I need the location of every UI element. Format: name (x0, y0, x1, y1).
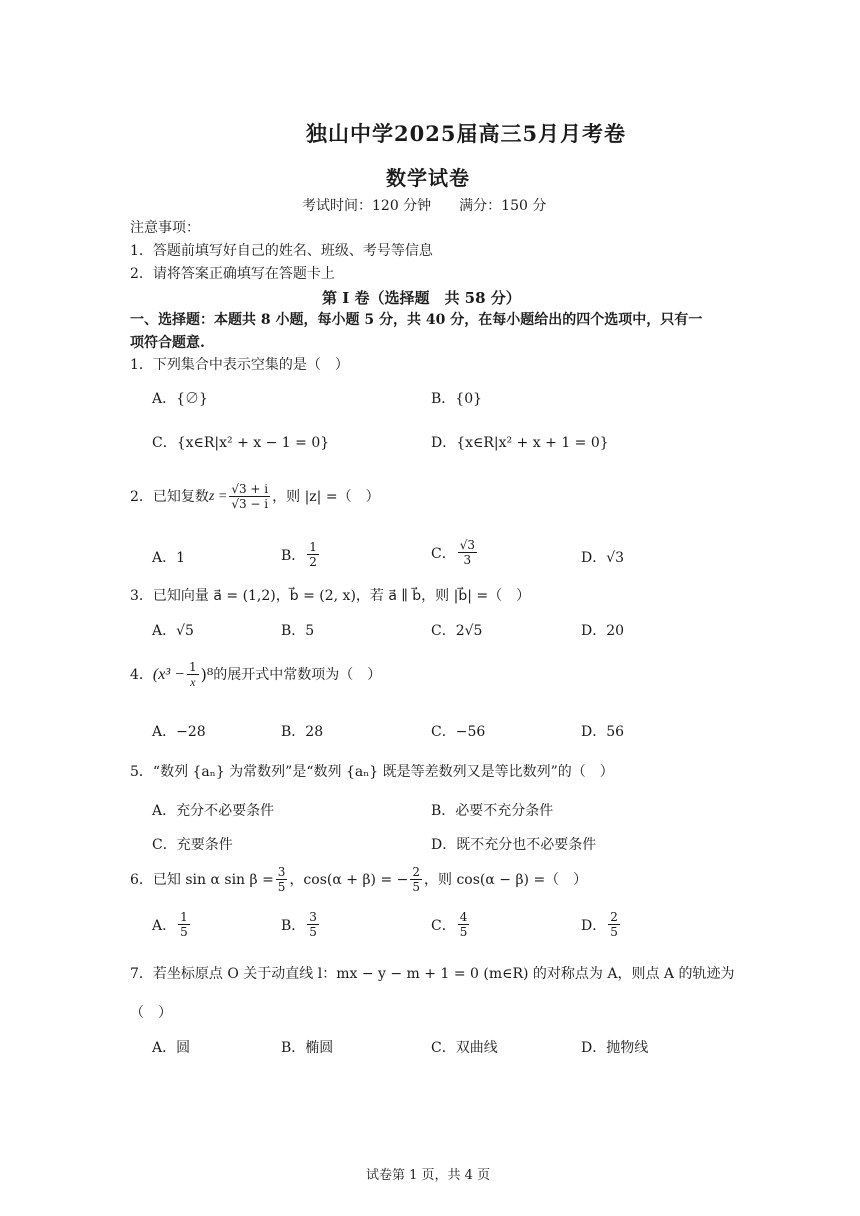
q6-option-a-label: A． (152, 917, 177, 934)
q6-option-c-denominator: 5 (459, 925, 468, 939)
question-2-stem (130, 482, 380, 511)
q6-stem-mid: ，cos(α + β) = − (289, 871, 409, 888)
notes-heading: 注意事项： (130, 220, 200, 236)
q4-option-b: B．28 (281, 724, 324, 740)
q6-stem-pre: 6．已知 sin α sin β = (130, 871, 274, 888)
q6-option-b-fraction (307, 910, 319, 939)
q2-fraction-denominator: √3 − i (231, 497, 269, 511)
note-item: 2．请将答案正确填写在答题卡上 (130, 266, 335, 282)
q6-option-d-denominator: 5 (610, 925, 618, 939)
question-7-stem-cont: （ ） (130, 1005, 172, 1021)
q6-option-c-label: C． (431, 917, 456, 934)
question-3-stem: 3．已知向量 a⃗ = (1,2)，b⃗ = (2, x)，若 a⃗ ∥ b⃗，则 |b⃗| =（ ） (130, 588, 531, 604)
question-4-stem (130, 660, 381, 689)
q6-fraction-1 (276, 865, 288, 894)
q6-option-b-denominator: 5 (309, 925, 317, 939)
q2-stem-post: ，则 |z| =（ ） (272, 488, 380, 505)
q2-fraction (229, 482, 270, 511)
q4-expression-close: )⁸ (200, 664, 214, 684)
section-title: 第 I 卷（选择题 共 58 分） (322, 289, 521, 307)
q4-fraction-numerator: 1 (188, 660, 197, 674)
q6-option-a (152, 910, 192, 939)
q2-option-b-fraction (307, 540, 319, 569)
q1-option-a: A．{∅} (152, 391, 208, 407)
q5-option-b: B．必要不充分条件 (431, 803, 554, 819)
q1-option-c: C．{x∈R|x² + x − 1 = 0} (152, 435, 330, 451)
q6-option-d-numerator: 2 (610, 910, 618, 924)
q4-fraction-denominator: x (190, 675, 196, 689)
q5-option-d: D．既不充分也不必要条件 (431, 837, 597, 853)
q4-option-d: D．56 (581, 724, 625, 740)
exam-info: 考试时间：120 分钟 满分：150 分 (302, 198, 547, 214)
q7-option-b: B．椭圆 (281, 1040, 334, 1056)
q6-fraction-2-denominator: 5 (412, 880, 420, 894)
q4-expression: (x³ − (152, 665, 185, 683)
q3-option-b: B．5 (281, 623, 315, 639)
q4-number: 4． (130, 666, 153, 683)
question-5-stem: 5．“数列 {aₙ} 为常数列”是“数列 {aₙ} 既是等差数列又是等比数列”的（ ） (130, 764, 614, 780)
q3-option-a: A．√5 (152, 623, 194, 639)
q6-option-b-numerator: 3 (309, 910, 317, 924)
q6-option-c (431, 910, 471, 939)
q6-option-d-label: D． (581, 917, 607, 934)
q2-option-c-numerator: √3 (459, 538, 475, 552)
q2-option-b-denominator: 2 (309, 555, 317, 569)
q2-variable: z = (208, 488, 228, 504)
q7-option-a: A．圆 (152, 1040, 191, 1056)
q6-fraction-2-numerator: 2 (412, 865, 420, 879)
q2-option-d: D．√3 (581, 550, 625, 566)
q3-option-c: C．2√5 (431, 623, 483, 639)
q2-option-c-label: C． (431, 545, 456, 562)
q6-stem-post: ，则 cos(α − β) =（ ） (424, 871, 588, 888)
q6-option-c-numerator: 4 (459, 910, 468, 924)
q6-option-a-denominator: 5 (180, 925, 188, 939)
q3-option-d: D．20 (581, 623, 625, 639)
question-7-stem: 7．若坐标原点 O 关于动直线 l：mx − y − m + 1 = 0 (m∈R) 的对称点为 A，则点 A 的轨迹为 (130, 966, 735, 982)
question-6-stem (130, 865, 587, 894)
q4-stem-post: 的展开式中常数项为（ ） (213, 666, 382, 683)
q2-option-a: A．1 (152, 550, 186, 566)
q6-fraction-1-denominator: 5 (277, 880, 286, 894)
q6-option-b (281, 910, 321, 939)
q6-fraction-2 (410, 865, 422, 894)
q2-option-b-numerator: 1 (309, 540, 317, 554)
section-instruction-cont: 项符合题意. (130, 335, 205, 351)
q6-fraction-1-numerator: 3 (277, 865, 286, 879)
page-footer: 试卷第 1 页，共 4 页 (366, 1168, 491, 1183)
q4-option-c: C．−56 (431, 724, 486, 740)
q5-option-c: C．充要条件 (152, 837, 233, 853)
q4-fraction (187, 660, 199, 689)
q7-option-d: D．抛物线 (581, 1040, 649, 1056)
q6-option-a-fraction (178, 910, 190, 939)
page-title: 独山中学2025届高三5月月考卷 (306, 121, 627, 146)
q5-option-a: A．充分不必要条件 (152, 803, 275, 819)
question-1-stem: 1．下列集合中表示空集的是（ ） (130, 357, 349, 373)
q2-option-b-label: B． (281, 547, 306, 564)
q6-option-c-fraction (458, 910, 470, 939)
note-item: 1．答题前填写好自己的姓名、班级、考号等信息 (130, 243, 433, 259)
q1-option-d: D．{x∈R|x² + x + 1 = 0} (431, 435, 609, 451)
q6-option-a-numerator: 1 (180, 910, 188, 924)
q6-option-b-label: B． (281, 917, 306, 934)
section-instruction: 一、选择题：本题共 8 小题，每小题 5 分，共 40 分，在每小题给出的四个选项中，只有一 (130, 312, 703, 328)
q2-option-b (281, 540, 321, 569)
q7-option-c: C．双曲线 (431, 1040, 498, 1056)
q2-stem-pre: 2．已知复数 (130, 488, 209, 505)
q2-option-c (431, 538, 479, 567)
page-subtitle: 数学试卷 (386, 166, 470, 190)
q6-option-d (581, 910, 622, 939)
q2-fraction-numerator: √3 + i (231, 482, 269, 496)
q4-option-a: A．−28 (152, 724, 206, 740)
q2-option-c-fraction (458, 538, 477, 567)
q2-option-c-denominator: 3 (463, 553, 472, 567)
q6-option-d-fraction (608, 910, 620, 939)
q1-option-b: B．{0} (431, 391, 483, 407)
